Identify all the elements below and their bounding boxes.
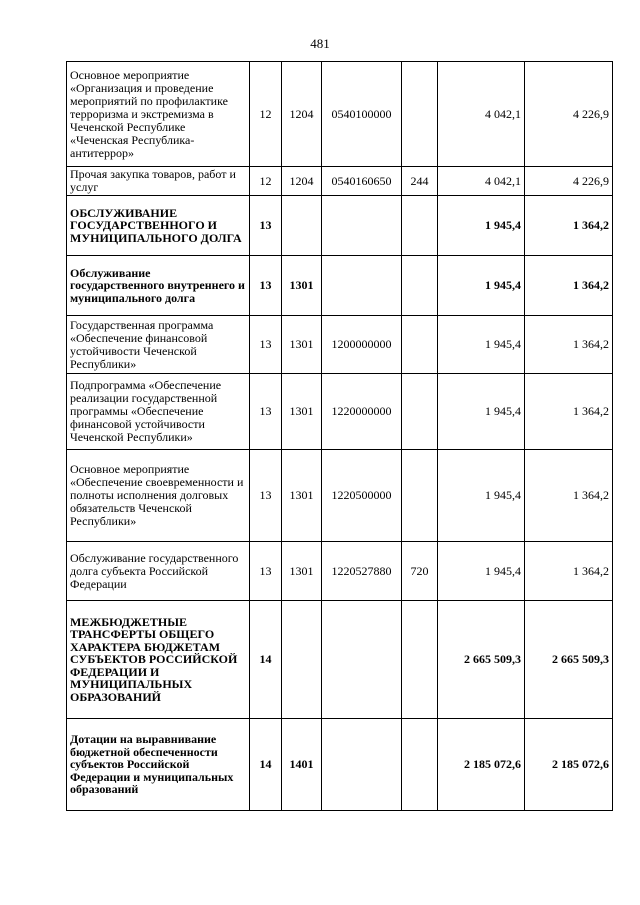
row-name: Обслуживание государственного долга субъекта Российской Федерации — [67, 542, 250, 601]
table-row — [67, 450, 613, 542]
row-vr — [402, 450, 438, 542]
row-sum-1: 2 185 072,6 — [438, 719, 525, 811]
row-sum-2: 2 665 509,3 — [525, 601, 613, 719]
row-name: ОБСЛУЖИВАНИЕ ГОСУДАРСТВЕННОГО И МУНИЦИПАЛЬНОГО ДОЛГА — [67, 196, 250, 256]
table-row — [67, 719, 613, 811]
row-sum-1: 1 945,4 — [438, 450, 525, 542]
row-sum-1: 1 945,4 — [438, 542, 525, 601]
row-sum-1: 1 945,4 — [438, 374, 525, 450]
row-rz: 13 — [250, 542, 282, 601]
row-rz: 14 — [250, 719, 282, 811]
row-csr: 1200000000 — [322, 316, 402, 374]
row-sum-2: 1 364,2 — [525, 374, 613, 450]
row-rz: 14 — [250, 601, 282, 719]
row-prz — [282, 196, 322, 256]
row-csr: 0540160650 — [322, 167, 402, 196]
row-csr: 1220527880 — [322, 542, 402, 601]
row-csr: 1220500000 — [322, 450, 402, 542]
budget-table — [66, 61, 613, 811]
row-prz: 1204 — [282, 62, 322, 167]
row-vr: 244 — [402, 167, 438, 196]
row-prz: 1301 — [282, 256, 322, 316]
table-row — [67, 62, 613, 167]
row-name: МЕЖБЮДЖЕТНЫЕ ТРАНСФЕРТЫ ОБЩЕГО ХАРАКТЕРА БЮДЖЕТАМ СУБЪЕКТОВ РОССИЙСКОЙ ФЕДЕРАЦИИ И МУНИЦИПАЛЬНЫХ ОБРАЗОВАНИЙ — [67, 601, 250, 719]
row-sum-2: 4 226,9 — [525, 62, 613, 167]
row-prz: 1301 — [282, 450, 322, 542]
row-prz: 1301 — [282, 374, 322, 450]
row-prz — [282, 601, 322, 719]
row-sum-2: 1 364,2 — [525, 542, 613, 601]
row-rz: 13 — [250, 450, 282, 542]
table-row — [67, 167, 613, 196]
row-rz: 13 — [250, 196, 282, 256]
row-csr — [322, 719, 402, 811]
row-name: Основное мероприятие «Обеспечение своевременности и полноты исполнения долговых обязательств Чеченской Республики» — [67, 450, 250, 542]
row-name: Основное мероприятие «Организация и проведение мероприятий по профилактике терроризма и экстремизма в Чеченской Республике «Чеченская Республика-антитеррор» — [67, 62, 250, 167]
row-sum-1: 4 042,1 — [438, 167, 525, 196]
row-rz: 12 — [250, 62, 282, 167]
row-csr — [322, 196, 402, 256]
row-csr — [322, 256, 402, 316]
row-prz: 1204 — [282, 167, 322, 196]
table-row — [67, 256, 613, 316]
table-row — [67, 316, 613, 374]
row-csr: 1220000000 — [322, 374, 402, 450]
page-number: 481 — [310, 36, 330, 51]
row-name: Подпрограмма «Обеспечение реализации государственной программы «Обеспечение финансовой устойчивости Чеченской Республики» — [67, 374, 250, 450]
row-vr — [402, 316, 438, 374]
row-sum-2: 1 364,2 — [525, 316, 613, 374]
row-vr — [402, 374, 438, 450]
row-sum-2: 4 226,9 — [525, 167, 613, 196]
row-sum-1: 2 665 509,3 — [438, 601, 525, 719]
row-vr — [402, 601, 438, 719]
row-prz: 1401 — [282, 719, 322, 811]
table-row — [67, 601, 613, 719]
table-row — [67, 196, 613, 256]
row-vr — [402, 719, 438, 811]
row-name: Прочая закупка товаров, работ и услуг — [67, 167, 250, 196]
row-prz: 1301 — [282, 316, 322, 374]
row-name: Дотации на выравнивание бюджетной обеспеченности субъектов Российской Федерации и муниципальных образований — [67, 719, 250, 811]
row-sum-1: 4 042,1 — [438, 62, 525, 167]
row-sum-2: 1 364,2 — [525, 256, 613, 316]
row-rz: 13 — [250, 256, 282, 316]
row-prz: 1301 — [282, 542, 322, 601]
row-csr — [322, 601, 402, 719]
row-csr: 0540100000 — [322, 62, 402, 167]
row-rz: 13 — [250, 374, 282, 450]
row-sum-2: 1 364,2 — [525, 196, 613, 256]
row-vr — [402, 196, 438, 256]
table-row — [67, 542, 613, 601]
row-rz: 12 — [250, 167, 282, 196]
row-sum-1: 1 945,4 — [438, 256, 525, 316]
row-sum-1: 1 945,4 — [438, 316, 525, 374]
row-vr — [402, 62, 438, 167]
row-rz: 13 — [250, 316, 282, 374]
row-name: Обслуживание государственного внутреннего и муниципального долга — [67, 256, 250, 316]
row-vr — [402, 256, 438, 316]
row-vr: 720 — [402, 542, 438, 601]
row-sum-1: 1 945,4 — [438, 196, 525, 256]
table-row — [67, 374, 613, 450]
row-name: Государственная программа «Обеспечение финансовой устойчивости Чеченской Республики» — [67, 316, 250, 374]
row-sum-2: 2 185 072,6 — [525, 719, 613, 811]
row-sum-2: 1 364,2 — [525, 450, 613, 542]
